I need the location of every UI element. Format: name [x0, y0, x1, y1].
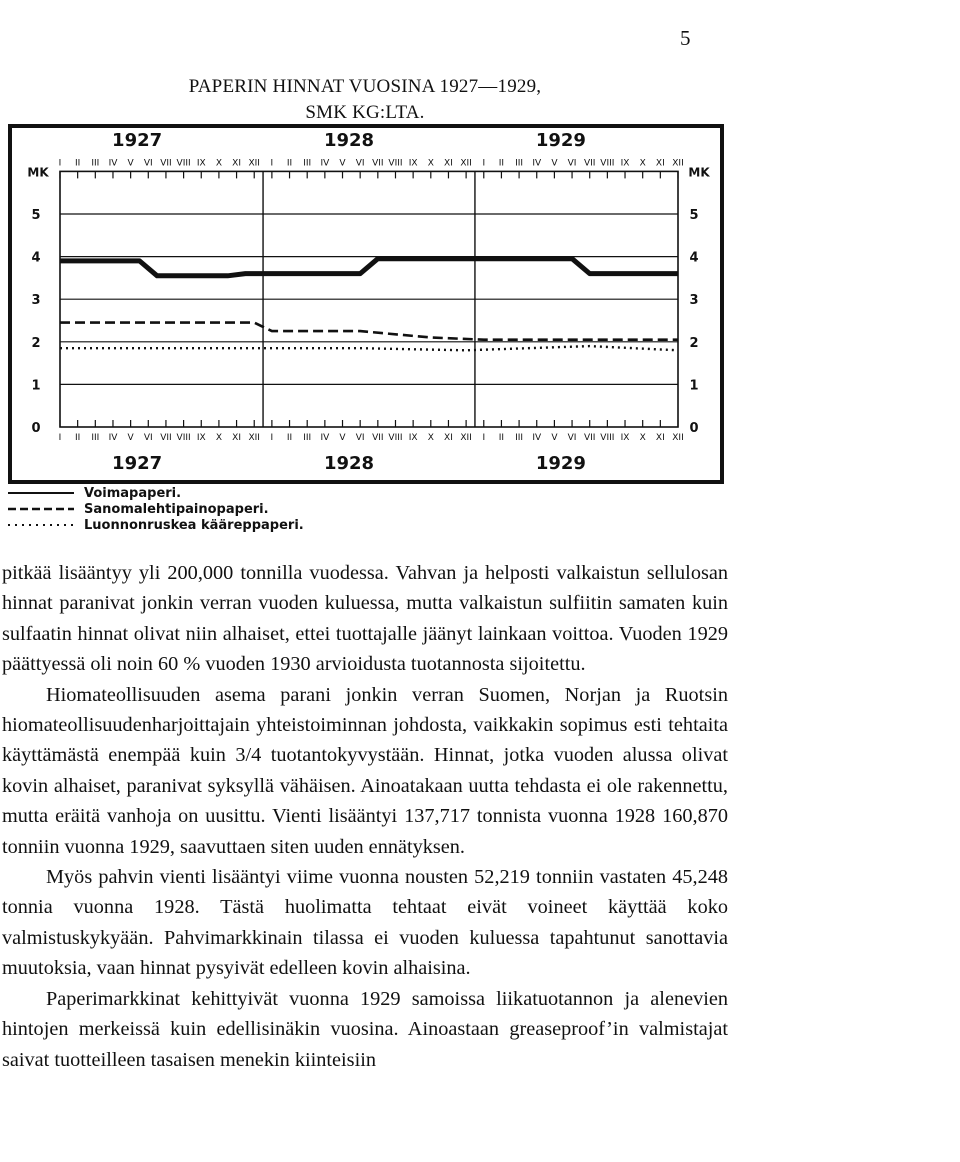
month-label-top-10: XI [232, 158, 241, 169]
month-label-top-21: X [427, 158, 434, 169]
month-label-top-7: VIII [176, 158, 191, 169]
paragraph-1: pitkää lisääntyy yli 200,000 tonnilla vuodessa. Vahvan ja helposti valkaistun sellulosan hinnat paranivat jonkin verran vuoden kuluessa, mutta valkaistun sulfiitin samaten kuin sulfaatin hinnat olivat niin alhaiset, ettei tuottajalle jäänyt lainkaan voittoa. Vuoden 1929 päättyessä oli noin 60 % vuoden 1930 arvioidusta tuotannosta sijoitettu. [2, 562, 728, 676]
month-label-bottom-25: II [498, 433, 505, 443]
y-tick-left-1: 1 [31, 378, 41, 394]
month-label-bottom-21: X [427, 433, 434, 443]
y-tick-right-4: 4 [689, 250, 699, 266]
y-tick-left-0: 0 [31, 421, 41, 436]
month-label-top-8: IX [196, 158, 206, 169]
y-tick-right-1: 1 [689, 378, 699, 394]
month-label-top-22: XI [444, 158, 453, 169]
month-label-bottom-17: VI [355, 433, 365, 443]
legend-swatch-dashed [8, 502, 76, 516]
month-label-bottom-30: VII [583, 433, 596, 443]
figure-title-line-1: PAPERIN HINNAT VUOSINA 1927—1929, [188, 76, 542, 97]
month-label-bottom-20: IX [408, 433, 418, 443]
month-label-bottom-12: I [270, 433, 274, 443]
series-line-dashed [60, 323, 678, 340]
year-label-bottom-1929: 1929 [535, 453, 586, 474]
legend-label-dashed: Sanomalehtipainopaperi. [84, 502, 269, 517]
price-chart [0, 0, 960, 560]
month-label-bottom-22: XI [444, 433, 453, 443]
month-label-top-1: II [75, 158, 81, 169]
month-label-top-26: III [515, 158, 524, 169]
month-label-top-27: IV [532, 158, 542, 169]
year-label-top-1928: 1928 [323, 130, 375, 151]
month-label-bottom-33: X [639, 433, 646, 443]
month-label-top-15: IV [320, 158, 330, 169]
y-tick-left-4: 4 [31, 250, 41, 266]
month-label-top-14: III [303, 158, 312, 169]
y-tick-right-5: 5 [689, 208, 699, 223]
legend-label-dotted: Luonnonruskea kääreppaperi. [84, 518, 304, 533]
month-label-top-29: VI [567, 158, 577, 169]
year-label-top-1927: 1927 [112, 130, 163, 151]
month-label-bottom-32: IX [620, 433, 630, 443]
y-tick-left-5: 5 [31, 208, 41, 223]
month-label-top-9: X [215, 158, 223, 169]
month-label-bottom-2: III [91, 433, 100, 443]
month-label-top-2: III [91, 158, 100, 169]
year-label-bottom-1928: 1928 [323, 453, 375, 474]
month-label-top-20: IX [408, 158, 418, 169]
month-label-top-33: X [639, 158, 646, 169]
y-tick-left-2: 2 [31, 335, 41, 351]
month-label-top-23: XII [460, 158, 472, 169]
month-label-top-28: V [551, 158, 558, 169]
month-label-bottom-6: VII [160, 433, 172, 443]
month-label-bottom-4: V [127, 433, 134, 443]
month-label-top-25: II [498, 158, 505, 169]
year-label-top-1929: 1929 [535, 130, 586, 151]
month-label-bottom-19: VIII [388, 433, 403, 443]
series-line-solid [60, 259, 678, 276]
paragraph-3: Myös pahvin vienti lisääntyi viime vuonna nousten 52,219 tonniin vastaten 45,248 tonnia vuonna 1928. Tästä huolimatta tehtaat eivät voineet käyttää koko valmistuskykyään. Pahvimarkkinain tilassa ei vuoden kuluessa tapahtunut sanottavia muutoksia, vaan hinnat pysyivät edelleen kovin alhaisina. [2, 866, 728, 980]
month-label-top-5: VI [143, 158, 153, 169]
legend-label-solid: Voimapaperi. [84, 486, 182, 501]
month-label-bottom-16: V [339, 433, 346, 443]
month-label-bottom-35: XII [672, 433, 684, 443]
month-label-bottom-1: II [75, 433, 81, 443]
y-tick-right-2: 2 [689, 335, 699, 351]
month-label-top-6: VII [160, 158, 172, 169]
y-unit-left: MK [27, 165, 49, 180]
y-unit-right: MK [688, 165, 710, 180]
y-tick-right-3: 3 [689, 293, 699, 309]
month-label-top-3: IV [108, 158, 118, 169]
month-label-bottom-7: VIII [176, 433, 191, 443]
month-label-bottom-3: IV [108, 433, 118, 443]
month-label-bottom-11: XII [248, 433, 260, 443]
series-line-dotted [60, 346, 678, 350]
y-tick-left-3: 3 [31, 293, 41, 309]
month-label-top-17: VI [355, 158, 365, 169]
month-label-top-34: XI [655, 158, 665, 169]
month-label-bottom-34: XI [655, 433, 665, 443]
page-number: 5 [680, 26, 691, 50]
month-label-top-19: VIII [388, 158, 403, 169]
month-label-bottom-27: IV [532, 433, 542, 443]
paragraph-4: Paperimarkkinat kehittyivät vuonna 1929 samoissa liikatuotannon ja alenevien hintojen merkeissä kuin edellisinäkin vuosina. Ainoastaan greaseproof’in valmistajat saivat tuotteilleen tasaisen menekin kiinteisiin [2, 987, 728, 1071]
month-label-bottom-23: XII [460, 433, 472, 443]
month-label-top-11: XII [248, 158, 260, 169]
month-label-top-4: V [127, 158, 134, 169]
month-label-bottom-14: III [303, 433, 312, 443]
month-label-bottom-28: V [551, 433, 558, 443]
month-label-bottom-8: IX [196, 433, 206, 443]
month-label-top-30: VII [583, 158, 596, 169]
legend-swatch-solid [8, 486, 76, 500]
month-label-bottom-31: VIII [600, 433, 615, 443]
month-label-top-0: I [58, 158, 62, 169]
month-label-bottom-5: VI [143, 433, 153, 443]
y-tick-right-0: 0 [689, 421, 699, 436]
month-label-bottom-18: VII [372, 433, 384, 443]
month-label-top-24: I [482, 158, 486, 169]
month-label-top-18: VII [372, 158, 384, 169]
month-label-bottom-10: XI [232, 433, 241, 443]
month-label-top-31: VIII [600, 158, 615, 169]
month-label-bottom-15: IV [320, 433, 330, 443]
month-label-top-32: IX [620, 158, 630, 169]
month-label-top-35: XII [672, 158, 684, 169]
paragraph-2: Hiomateollisuuden asema parani jonkin verran Suomen, Norjan ja Ruotsin hiomateollisuudenharjoittajain yhteistoiminnan johdosta, vaikkakin sopimus esti tehtaita käyttämästä enempää kuin 3/4 tuotantokyvystään. Hinnat, jotka vuoden alussa olivat kovin alhaiset, paranivat syksyllä vähäisen. Ainoatakaan uutta tehdasta ei ole rakennettu, mutta eräitä vanhoja on uusittu. Vienti lisääntyi 137,717 tonnista vuonna 1928 160,870 tonniin vuonna 1929, saavuttaen siten uuden ennätyksen. [2, 683, 728, 858]
month-label-bottom-26: III [515, 433, 524, 443]
month-label-bottom-13: II [286, 433, 293, 443]
month-label-bottom-0: I [58, 433, 62, 443]
body-text [2, 558, 728, 1075]
year-label-bottom-1927: 1927 [112, 453, 163, 474]
month-label-bottom-9: X [215, 433, 223, 443]
month-label-top-16: V [339, 158, 346, 169]
legend-swatch-dotted [8, 518, 76, 532]
month-label-bottom-24: I [482, 433, 486, 443]
figure-title-line-2: SMK KG:LTA. [305, 102, 425, 123]
month-label-top-12: I [270, 158, 274, 169]
month-label-bottom-29: VI [567, 433, 577, 443]
month-label-top-13: II [286, 158, 293, 169]
chart-frame [10, 126, 722, 482]
